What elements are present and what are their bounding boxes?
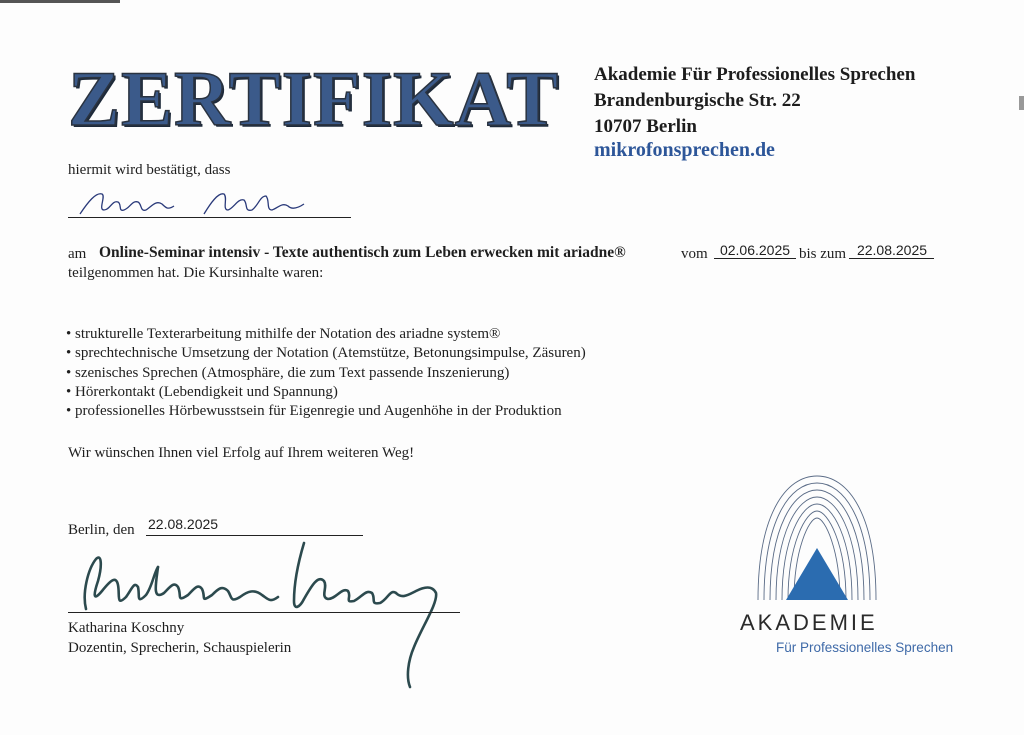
closing-text: Wir wünschen Ihnen viel Erfolg auf Ihrem weiteren Weg!	[68, 445, 415, 461]
scan-edge-mark	[1019, 96, 1024, 110]
signatory-name: Katharina Koschny	[68, 620, 185, 636]
course-prefix: am	[68, 246, 87, 262]
course-name: Online-Seminar intensiv - Texte authentisch zum Leben erwecken mit ariadne®	[99, 244, 626, 261]
confirmation-text: hiermit wird bestätigt, dass	[68, 162, 231, 178]
list-item: • professionelles Hörbewusstsein für Eigenregie und Augenhöhe in der Produktion	[66, 402, 586, 421]
date-from-label: vom	[681, 246, 708, 262]
date-to-label: bis zum	[799, 246, 847, 262]
course-topics-list	[66, 325, 586, 421]
list-item: • szenisches Sprechen (Atmosphäre, die zum Text passende Inszenierung)	[66, 364, 586, 383]
logo-wordmark: AKADEMIE	[740, 610, 878, 635]
teacher-signature	[72, 537, 462, 695]
date-to: 22.08.2025	[856, 242, 928, 258]
place-label: Berlin, den	[68, 522, 135, 538]
issue-date-line	[146, 535, 363, 536]
list-item: • Hörerkontakt (Lebendigkeit und Spannung)	[66, 383, 586, 402]
date-from-line	[714, 258, 796, 259]
date-from: 02.06.2025	[719, 242, 791, 258]
signature-line	[68, 612, 460, 613]
participant-name-line	[68, 217, 351, 218]
academy-logo-icon	[752, 474, 882, 602]
list-item: • sprechtechnische Umsetzung der Notation (Atemstütze, Betonungsimpulse, Zäsuren)	[66, 344, 586, 363]
logo-subtitle: Für Professionelles Sprechen	[776, 640, 954, 655]
signatory-role: Dozentin, Sprecherin, Schauspielerin	[68, 640, 292, 656]
academy-street: Brandenburgische Str. 22	[594, 90, 801, 111]
participation-text: teilgenommen hat. Die Kursinhalte waren:	[68, 265, 324, 281]
date-to-line	[849, 258, 934, 259]
scan-edge-mark	[0, 0, 120, 3]
academy-name: Akademie Für Professionelles Sprechen	[594, 64, 916, 85]
issue-date: 22.08.2025	[148, 516, 219, 532]
participant-signature	[72, 184, 352, 220]
academy-city: 10707 Berlin	[594, 116, 697, 137]
certificate-title: ZERTIFIKAT	[68, 55, 560, 142]
list-item: • strukturelle Texterarbeitung mithilfe der Notation des ariadne system®	[66, 325, 586, 344]
academy-website[interactable]: mikrofonsprechen.de	[594, 139, 775, 161]
